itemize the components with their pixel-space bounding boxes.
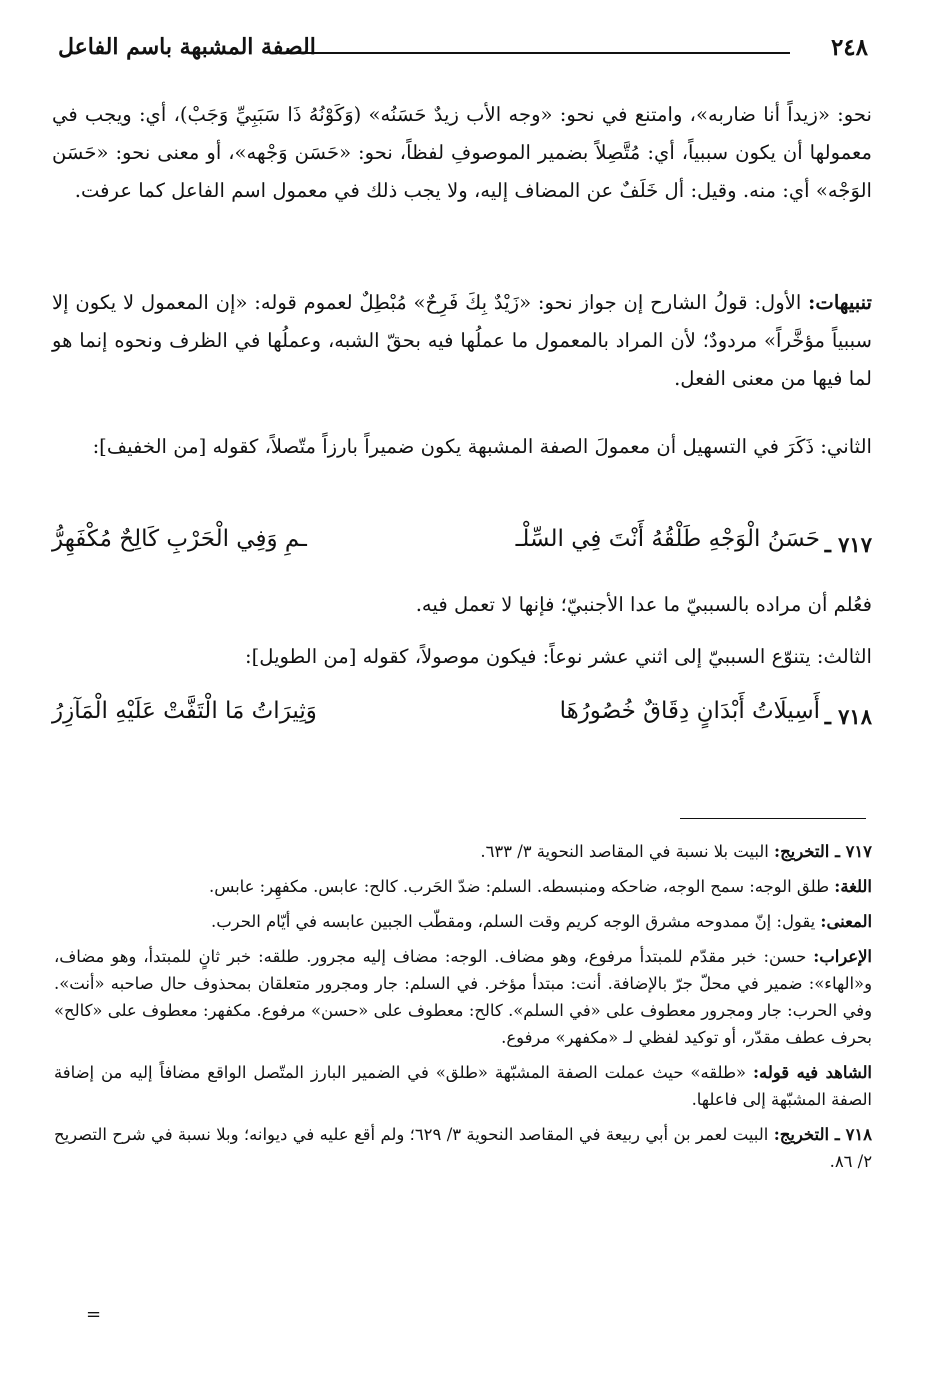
footnote-meaning [54, 908, 872, 935]
paragraph-conclusion: فعُلم أن مراده بالسببيّ ما عدا الأجنبيّ؛ فإنها لا تعمل فيه. [415, 593, 872, 616]
footnote-label: ٧١٧ ـ التخريج: [774, 842, 872, 861]
footnote-parsing [54, 943, 872, 1051]
footnote-label: المعنى: [820, 912, 872, 931]
footnote-label: الشاهد فيه قوله: [752, 1063, 872, 1082]
verse-718-number: ٧١٨ ـ [824, 704, 872, 729]
footnote-718-source [54, 1121, 872, 1175]
paragraph-second-note: الثاني: ذَكَرَ في التسهيل أن معمولَ الصفة المشبهة يكون ضميراً بارزاً متّصلاً، كقوله [من الخفيف]: [92, 435, 872, 458]
footnote-text: حسن: خبر مقدّم للمبتدأ مرفوع، وهو مضاف. الوجه: مضاف إليه مجرور. طلقه: خبر ثانٍ للمبتدأ، وهو مضاف، و«الهاء»: ضمير في محلّ جرّ بالإضافة. أنت: مبتدأ مؤخر. في السلم: جار ومجرور متعلقان بمحذوف حال صاحبه «أنت». وفي الحرب: جار ومجرور معطوف على «في السلم». كالح: معطوف على «حسن» مرفوع. مكفهر: معطوف على «كالح» بحرف عطف مقدّر، أو توكيد لفظي لـ «مكفهر» مرفوع. [54, 947, 872, 1047]
paragraph-1: نحو: «زيداً أنا ضاربه»، وامتنع في نحو: «وجه الأب زيدٌ حَسَنُه» (وَكَوْنُهُ ذَا سَبَبِيِّ وَجَبْ)، أي: ويجب في معمولها أن يكون سببياً، أي: مُتَّصِلاً بضمير الموصوفِ لفظاً، نحو: «حَسَن وَجْهه»، أو معنى نحو: «حَسَن الوَجْه» أي: منه. وقيل: أل خَلَفٌ عن المضاف إليه، ولا يجب ذلك في معمول اسم الفاعل كما عرفت. [52, 103, 872, 202]
verse-718-first-hemistich: أَسِيلَاتُ أَبْدَانٍ دِقَاقٌ خُصُورُهَا [559, 698, 820, 724]
footnote-717-source [54, 838, 872, 865]
verse-718-second-hemistich: وَثِيرَاتُ مَا الْتَفَّتْ عَلَيْهِ الْمَآزِرُ [52, 698, 317, 724]
notes-label: تنبيهات: [808, 291, 873, 314]
verse-718 [52, 682, 872, 750]
continuation-mark: = [86, 1304, 102, 1325]
footnote-separator [680, 818, 866, 819]
footnote-language [54, 873, 872, 900]
page-header [58, 30, 868, 70]
footnote-text: يقول: إنّ ممدوحه مشرق الوجه كريم وقت السلم، ومقطّب الجبين عابسه في أيّام الحرب. [211, 912, 816, 931]
notes-text: الأول: قولُ الشارح إن جواز نحو: «زَيْدٌ بِكَ فَرِحٌ» مُبْطِلٌ لعموم قوله: «إن المعمول لا يكون إلا سببياً مؤخَّراً» مردودٌ؛ لأن المراد بالمعمول ما عملُها فيه بحقّ الشبه، وعملُها في الظرف ونحوه إنما هو لما فيها من معنى الفعل. [52, 291, 872, 390]
paragraph-third-note: الثالث: يتنوّع السببيّ إلى اثني عشر نوعاً: فيكون موصولاً، كقوله [من الطويل]: [245, 645, 872, 668]
footnote-text: البيت بلا نسبة في المقاصد النحوية ٣/ ٦٣٣. [480, 842, 769, 861]
page-number: ٢٤٨ [830, 34, 868, 61]
verse-717 [52, 510, 872, 578]
footnote-text: «طلقه» حيث عملت الصفة المشبّهة «طلق» في الضمير البارز المتّصل الواقع مضافاً إليه من إضافة الصفة المشبّهة إلى فاعلها. [54, 1063, 872, 1109]
footnote-text: طلق الوجه: سمح الوجه، ضاحكه ومنبسطه. السلم: ضدّ الحَرب. كالح: عابس. مكفهِر: عابس. [208, 877, 830, 896]
footnote-text: البيت لعمر بن أبي ربيعة في المقاصد النحوية ٣/ ٦٢٩؛ ولم أقع عليه في ديوانه؛ وبلا نسبة في شرح التصريح ٢/ ٨٦. [54, 1125, 872, 1171]
running-title: الصفة المشبهة باسم الفاعل [58, 34, 316, 60]
footnotes [54, 838, 872, 1183]
paragraph-notes [52, 284, 872, 428]
verse-717-first-hemistich: حَسَنُ الْوَجْهِ طَلْقُهُ أَنْتَ فِي السِّلْـ [515, 526, 820, 552]
header-rule [283, 52, 790, 54]
footnote-evidence [54, 1059, 872, 1113]
verse-717-number: ٧١٧ ـ [824, 532, 872, 557]
footnote-label: اللغة: [834, 877, 872, 896]
verse-717-second-hemistich: ـمِ وَفِي الْحَرْبِ كَالِحٌ مُكْفَهِرُّ [52, 526, 307, 552]
footnote-label: الإعراب: [813, 947, 872, 966]
main-text [52, 96, 872, 750]
footnote-label: ٧١٨ ـ التخريج: [773, 1125, 872, 1144]
